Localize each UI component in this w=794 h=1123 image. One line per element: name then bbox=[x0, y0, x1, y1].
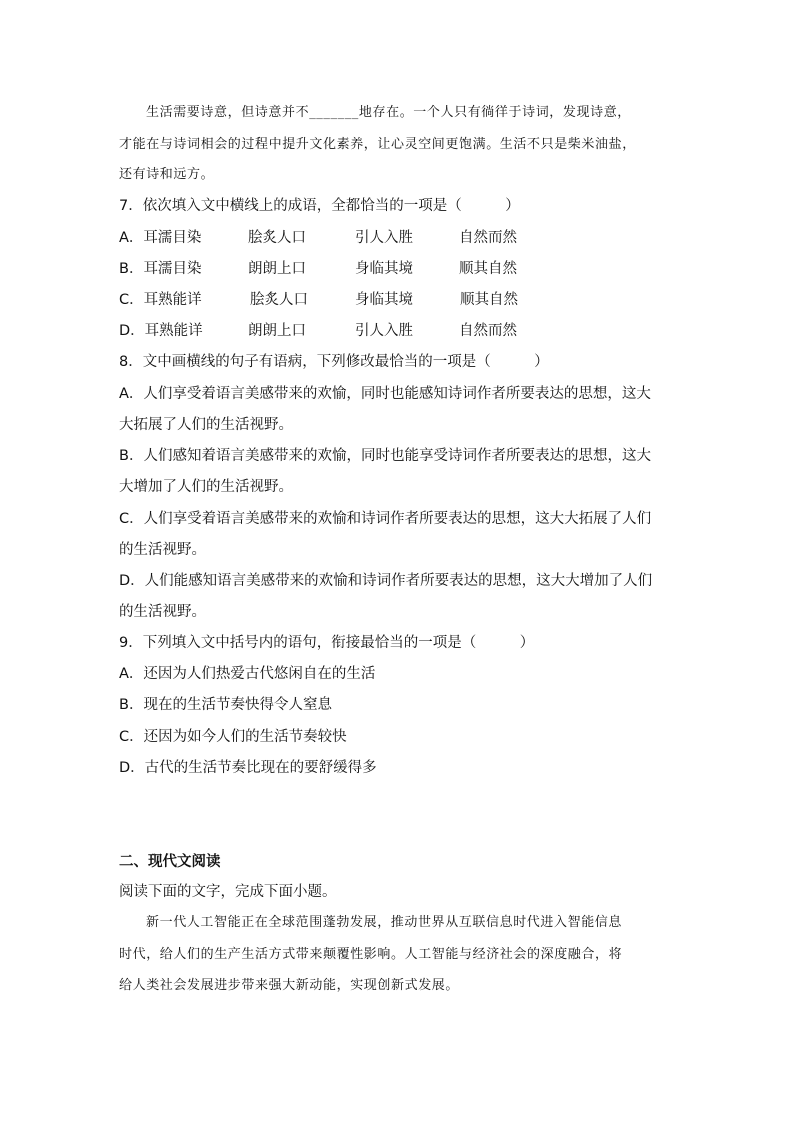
q7-option-b-4: 顺其自然 bbox=[459, 261, 517, 277]
q7-option-b-2: 朗朗上口 bbox=[248, 261, 306, 277]
passage2-line-2: 时代，给人们的生产生活方式带来颠覆性影响。人工智能与经济社会的深度融合，将 bbox=[119, 947, 623, 962]
q7-option-a-3: 引人入胜 bbox=[355, 230, 413, 246]
passage2-line-1: 新一代人工智能正在全球范围蓬勃发展，推动世界从互联信息时代进入智能信息 bbox=[146, 915, 623, 930]
q9-option-a[interactable]: A．还因为人们热爱古代悠闲自在的生活 bbox=[119, 666, 376, 682]
q7-option-c-3: 身临其境 bbox=[355, 292, 413, 308]
section2-instruction: 阅读下面的文字，完成下面小题。 bbox=[119, 884, 337, 900]
passage2-line-3: 给人类社会发展进步带来强大新动能，实现创新式发展。 bbox=[119, 978, 460, 993]
q7-option-d-1: D．耳熟能详 bbox=[119, 323, 203, 339]
q8-option-a-line-1[interactable]: A．人们享受着语言美感带来的欢愉，同时也能感知诗词作者所要表达的思想，这大 bbox=[119, 386, 651, 402]
q7-option-d-2: 朗朗上口 bbox=[248, 323, 306, 339]
q9-stem: 9．下列填入文中括号内的语句，衔接最恰当的一项是（ ） bbox=[119, 635, 535, 651]
q7-option-c-2: 脍炙人口 bbox=[250, 292, 308, 308]
q8-option-c-line-2[interactable]: 的生活视野。 bbox=[119, 542, 206, 558]
q9-option-d[interactable]: D．古代的生活节奏比现在的要舒缓得多 bbox=[119, 760, 377, 776]
passage1-line-2: 才能在与诗词相会的过程中提升文化素养，让心灵空间更饱满。生活不只是柴米油盐， bbox=[119, 137, 636, 152]
q8-option-c-line-1[interactable]: C．人们享受着语言美感带来的欢愉和诗词作者所要表达的思想，这大大拓展了人们 bbox=[119, 511, 652, 527]
q8-stem: 8．文中画横线的句子有语病，下列修改最恰当的一项是（ ） bbox=[119, 354, 549, 370]
q9-option-c[interactable]: C．还因为如今人们的生活节奏较快 bbox=[119, 729, 347, 745]
q7-option-d-3: 引人入胜 bbox=[355, 323, 413, 339]
passage1-line-3: 还有诗和远方。 bbox=[119, 167, 215, 182]
q7-option-d-4: 自然而然 bbox=[459, 323, 517, 339]
q7-option-a-4: 自然而然 bbox=[459, 230, 517, 246]
section2-heading: 二、现代文阅读 bbox=[119, 854, 221, 870]
q7-option-c-1: C．耳熟能详 bbox=[119, 292, 202, 308]
q7-option-a-2: 脍炙人口 bbox=[248, 230, 306, 246]
q8-option-d-line-1[interactable]: D．人们能感知语言美感带来的欢愉和诗词作者所要表达的思想，这大大增加了人们 bbox=[119, 573, 653, 589]
q8-option-a-line-2[interactable]: 大拓展了人们的生活视野。 bbox=[119, 417, 293, 433]
q9-option-b[interactable]: B．现在的生活节奏快得令人窒息 bbox=[119, 697, 332, 713]
passage1-line-1: 生活需要诗意，但诗意并不_______地存在。一个人只有徜徉于诗词，发现诗意， bbox=[146, 105, 631, 120]
q7-option-b-1: B．耳濡目染 bbox=[119, 261, 202, 277]
q7-option-c-4: 顺其自然 bbox=[460, 292, 518, 308]
q8-option-d-line-2[interactable]: 的生活视野。 bbox=[119, 604, 206, 620]
q8-option-b-line-2[interactable]: 大增加了人们的生活视野。 bbox=[119, 479, 293, 495]
q7-stem: 7．依次填入文中横线上的成语，全都恰当的一项是（ ） bbox=[119, 198, 520, 214]
q8-option-b-line-1[interactable]: B．人们感知着语言美感带来的欢愉，同时也能享受诗词作者所要表达的思想，这大 bbox=[119, 448, 651, 464]
q7-option-a-1: A．耳濡目染 bbox=[119, 230, 202, 246]
q7-option-b-3: 身临其境 bbox=[355, 261, 413, 277]
